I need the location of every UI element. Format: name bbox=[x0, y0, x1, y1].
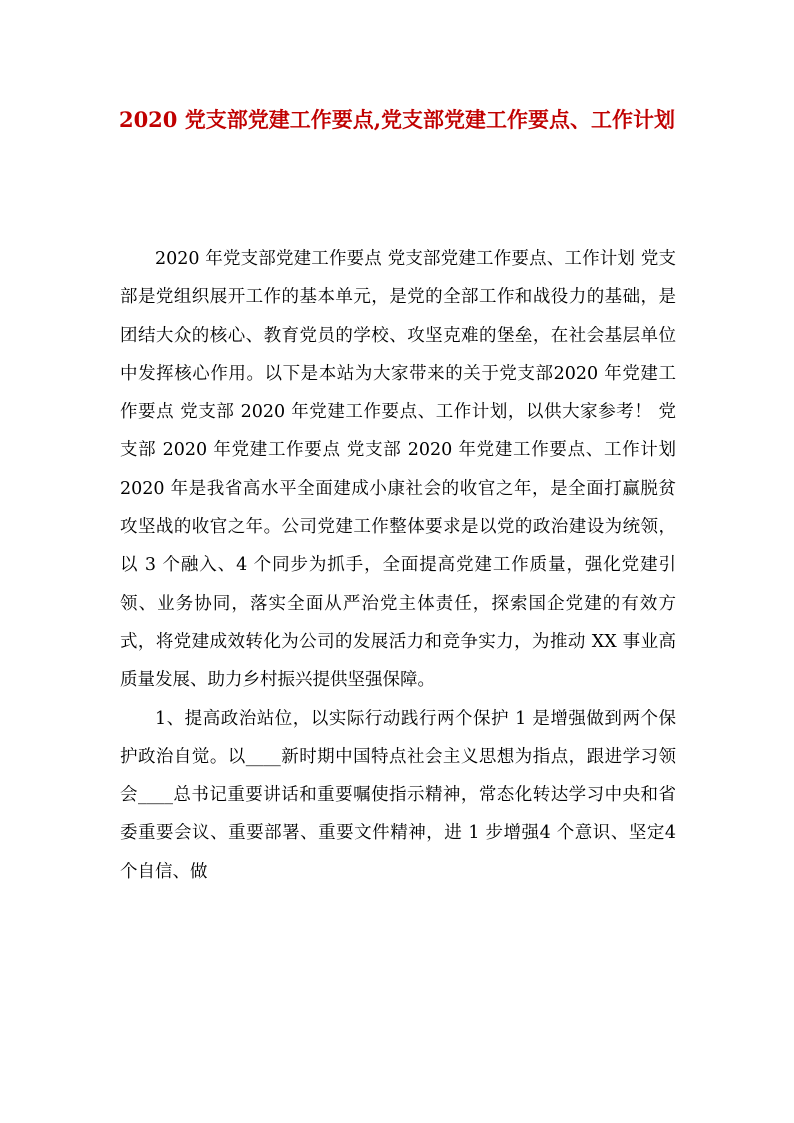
paragraph-intro: 2020 年党支部党建工作要点 党支部党建工作要点、工作计划 党支部是党组织展开工作的基本单元，是党的全部工作和战役力的基础，是团结大众的核心、教育党员的学校、攻坚克难的堡垒，在社会基层单位中发挥核心作用。以下是本站为大家带来的关于党支部2020 年党建工作要点 党支部 2020 年党建工作要点、工作计划，以供大家参考！ 党支部 2020 年党建工作要点 党支部 2020 年党建工作要点、工作计划 2020 年是我省高水平全面建成小康社会的收官之年，是全面打赢脱贫攻坚战的收官之年。公司党建工作整体要求是以党的政治建设为统领，以 3 个融入、4 个同步为抓手，全面提高党建工作质量，强化党建引领、业务协同，落实全面从严治党主体责任，探索国企党建的有效方式，将党建成效转化为公司的发展活力和竞争实力，为推动 XX 事业高质量发展、助力乡村振兴提供坚强保障。 bbox=[120, 249, 676, 691]
document-title: 2020 党支部党建工作要点,党支部党建工作要点、工作计划 bbox=[118, 107, 676, 132]
document-body bbox=[120, 240, 676, 891]
paragraph-section-1: 1、提高政治站位，以实际行动践行两个保护 1 是增强做到两个保护政治自觉。以____新时期中国特点社会主义思想为指点，跟进学习领会____总书记重要讲话和重要嘱使指示精神，常态化转达学习中央和省委重要会议、重要部署、重要文件精神，进 1 步增强4 个意识、坚定4 个自信、做 bbox=[120, 708, 676, 882]
